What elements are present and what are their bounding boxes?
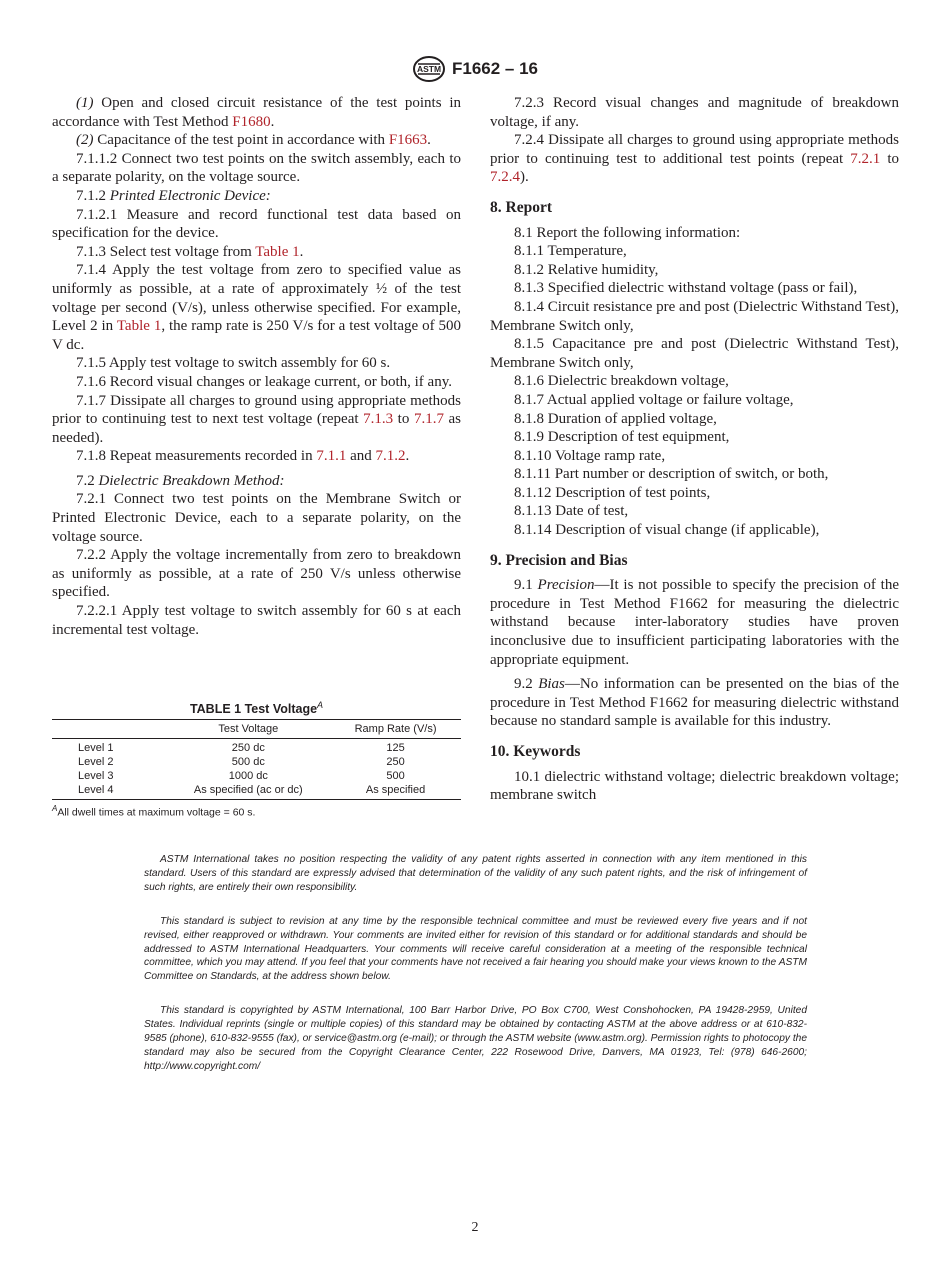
link-table-1[interactable]: Table 1 (116, 318, 162, 335)
link-table-1[interactable]: Table 1 (255, 243, 300, 260)
para-10-1: 10.1 dielectric withstand voltage; dielectric breakdown voltage; membrane switch (490, 768, 899, 804)
para-7-2-4: 7.2.4 Dissipate all charges to ground using appropriate methods prior to continuing test to additional test points (repeat 7.2.1 to 7.2.4). (490, 132, 899, 186)
para-7-1-5: 7.1.5 Apply test voltage to switch assembly for 60 s. (76, 355, 391, 372)
link-7-1-7[interactable]: 7.1.7 (413, 411, 444, 428)
report-item: 8.1.6 Dielectric breakdown voltage, (514, 373, 729, 390)
link-7-1-2[interactable]: 7.1.2 (375, 448, 406, 465)
report-item: 8.1.1 Temperature, (514, 243, 627, 260)
report-item: 8.1.11 Part number or description of switch, or both, (514, 466, 829, 483)
report-item: 8.1.4 Circuit resistance pre and post (Dielectric Withstand Test), Membrane Switch only, (490, 298, 899, 334)
report-item: 8.1.12 Description of test points, (514, 484, 711, 501)
report-item: 8.1.9 Description of test equipment, (514, 429, 730, 446)
link-7-1-3[interactable]: 7.1.3 (363, 411, 394, 428)
report-item: 8.1.8 Duration of applied voltage, (514, 410, 717, 427)
para-7-2: 7.2 Dielectric Breakdown Method: (76, 472, 285, 489)
para-7-1-2: 7.1.2 Printed Electronic Device: (76, 187, 271, 204)
para-open-closed-resistance: (1) Open and closed circuit resistance of the test points in accordance with Test Method F1680. (52, 95, 461, 130)
para-7-1-8: 7.1.8 Repeat measurements recorded in 7.1.1 and 7.1.2. (76, 448, 410, 465)
legal-notices (144, 853, 807, 1094)
table-header-ramp-rate: Ramp Rate (V/s) (330, 720, 461, 739)
table-footnote: $^A$All dwell times at maximum voltage = 60 s. (52, 804, 256, 819)
test-voltage-table (52, 719, 461, 800)
notice-copyright: This standard is copyrighted by ASTM International, 100 Barr Harbor Drive, PO Box C700, West Conshohocken, PA 19428-2959, United States. Individual reprints (single or multiple copies) of this standard may be obtained by contacting ASTM at the above address or at 610-832-9585 (phone), 610-832-9555 (fax), or service@astm.org (e-mail); or through the ASTM website (www.astm.org). Permission rights to photocopy the standard may also be secured from the Copyright Clearance Center, 222 Rosewood Drive, Danvers, MA 01923, Tel: (978) 646-2600; http://www.copyright.com/ (144, 1005, 807, 1072)
para-7-1-6: 7.1.6 Record visual changes or leakage current, or both, if any. (76, 373, 452, 390)
para-9-1: 9.1 Precision—It is not possible to specify the precision of the procedure in Test Method F1662 for measuring the dielectric withstand because inter-laboratory studies have proven inconclusive due to insufficient participating laboratories with the appropriate equipment. (490, 577, 900, 668)
right-column (490, 94, 899, 805)
para-7-1-1-2: 7.1.1.2 Connect two test points on the switch assembly, each to a separate polarity, on the voltage source. (52, 150, 461, 186)
report-item: 8.1.13 Date of test, (514, 503, 629, 520)
table-1 (52, 700, 461, 819)
report-item: 8.1.7 Actual applied voltage or failure voltage, (514, 391, 794, 408)
section-heading-precision-bias: 9. Precision and Bias (490, 551, 628, 569)
left-column (52, 94, 461, 639)
report-item: 8.1.2 Relative humidity, (514, 261, 659, 278)
para-7-2-2: 7.2.2 Apply the voltage incrementally from zero to breakdown as uniformly as possible, at a rate of 250 V/s unless otherwise specified. (52, 547, 461, 601)
page-number: 2 (471, 1220, 479, 1235)
notice-patent: ASTM International takes no position respecting the validity of any patent rights asserted in connection with any item mentioned in this standard. Users of this standard are expressly advised that determination of the validity of any such patent rights, and the risk of infringement of such rights, are entirely their own responsibility. (144, 854, 807, 893)
para-7-2-1: 7.2.1 Connect two test points on the Membrane Switch or Printed Electronic Device, each to a separate polarity, on the voltage source. (52, 491, 461, 545)
link-f1680[interactable]: F1680 (232, 113, 271, 130)
report-item: 8.1.5 Capacitance pre and post (Dielectric Withstand Test), Membrane Switch only, (490, 336, 899, 371)
para-7-2-3: 7.2.3 Record visual changes and magnitude of breakdown voltage, if any. (490, 95, 899, 130)
report-item: 8.1.14 Description of visual change (if applicable), (514, 522, 820, 539)
notice-revision: This standard is subject to revision at any time by the responsible technical committee and must be reviewed every five years and if not revised, either reapproved or withdrawn. Your comments are invited either for revision of this standard or for additional standards and should be addressed to ASTM International Headquarters. Your comments will receive careful consideration at a meeting of the responsible technical committee, which you may attend. If you feel that your comments have not received a fair hearing you should make your views known to the ASTM Committee on Standards, at the address shown below. (144, 915, 807, 983)
table-row: Level 1 250 dc 125 (78, 742, 405, 755)
report-item: 8.1.10 Voltage ramp rate, (514, 447, 666, 464)
page-header (0, 54, 950, 84)
para-7-1-7: 7.1.7 Dissipate all charges to ground using appropriate methods prior to continuing test to next test voltage (repeat 7.1.3 to 7.1.7 as needed). (52, 392, 462, 446)
report-item: 8.1.3 Specified dielectric withstand voltage (pass or fail), (514, 280, 858, 297)
section-heading-report: 8. Report (490, 198, 552, 216)
table-row: Level 4 As specified (ac or dc) As specified (52, 784, 461, 800)
para-9-2: 9.2 Bias—No information can be presented on the bias of the procedure in Test Method F1662 for measuring dielectric withstand because no standard sample is available for this industry. (490, 676, 900, 730)
link-7-2-4[interactable]: 7.2.4 (490, 169, 520, 186)
astm-logo-text: ASTM (416, 64, 442, 75)
astm-logo-icon (412, 54, 446, 84)
table-title: TABLE 1 Test Voltage$^A$ (189, 700, 324, 717)
link-7-1-1[interactable]: 7.1.1 (316, 448, 347, 465)
para-capacitance: (2) Capacitance of the test point in accordance with F1663. (76, 132, 431, 149)
document-id: F1662 – 16 (451, 59, 538, 78)
table-header-blank (52, 720, 167, 739)
para-7-1-4: 7.1.4 Apply the test voltage from zero to specified value as uniformly as possible, at a rate of approximately ½ of the test voltage per second (V/s), unless otherwise specified. For example, Level 2 in Table 1, the ramp rate is 250 V/s for a test voltage of 500 V dc. (52, 262, 461, 353)
table-header-test-voltage: Test Voltage (167, 720, 331, 739)
section-heading-keywords: 10. Keywords (490, 743, 581, 760)
para-7-2-2-1: 7.2.2.1 Apply test voltage to switch assembly for 60 s at each incremental test voltage. (52, 603, 461, 638)
report-item: 8.1 Report the following information: (514, 224, 741, 241)
table-row: Level 2 500 dc 250 (78, 755, 405, 768)
para-7-1-3: 7.1.3 Select test voltage from Table 1. (76, 243, 304, 260)
para-7-1-2-1: 7.1.2.1 Measure and record functional test data based on specification for the device. (52, 206, 461, 242)
table-row: Level 3 1000 dc 500 (78, 769, 405, 782)
link-7-2-1[interactable]: 7.2.1 (850, 150, 881, 167)
link-f1663[interactable]: F1663 (388, 132, 428, 149)
